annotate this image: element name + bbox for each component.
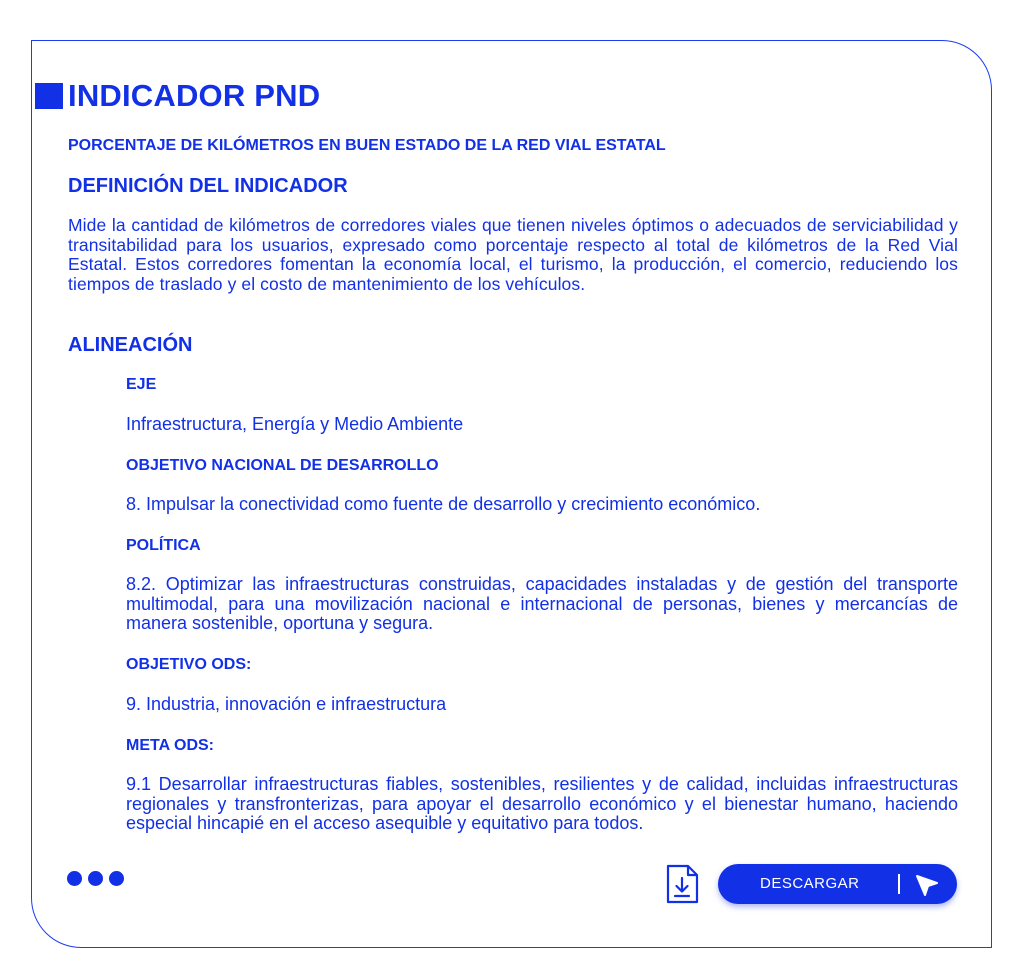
button-divider <box>898 874 900 894</box>
title-marker-square <box>35 83 63 109</box>
download-label: DESCARGAR <box>760 875 860 892</box>
politica-label: POLÍTICA <box>126 537 201 554</box>
dot <box>109 871 124 886</box>
alignment-heading: ALINEACIÓN <box>68 334 193 356</box>
definition-heading: DEFINICIÓN DEL INDICADOR <box>68 175 348 197</box>
dot <box>88 871 103 886</box>
eje-value: Infraestructura, Energía y Medio Ambiente <box>126 414 464 434</box>
eje-label: EJE <box>126 376 157 393</box>
politica-value: 8.2. Optimizar las infraestructuras construidas, capacidades instaladas y de gestión del transporte multimodal, para una movilización nacional e internacional de personas, bienes y mercancías de manera sostenible, oportuna y segura. <box>126 574 958 633</box>
file-download-icon[interactable] <box>664 863 700 905</box>
cursor-arrow-icon <box>914 872 940 898</box>
page-title: INDICADOR PND <box>68 78 321 113</box>
objetivo-ods-value: 9. Industria, innovación e infraestructura <box>126 694 447 714</box>
indicator-name: PORCENTAJE DE KILÓMETROS EN BUEN ESTADO DE LA RED VIAL ESTATAL <box>68 137 666 154</box>
download-button[interactable] <box>718 864 957 904</box>
more-dots-icon[interactable] <box>67 871 124 886</box>
meta-ods-value: 9.1 Desarrollar infraestructuras fiables, sostenibles, resilientes y de calidad, incluidas infraestructuras regionales y transfronterizas, para apoyar el desarrollo económico y el bienestar humano, haciendo especial hincapié en el acceso asequible y equitativo para todos. <box>126 774 958 833</box>
objetivo-nacional-value: 8. Impulsar la conectividad como fuente de desarrollo y crecimiento económico. <box>126 494 761 514</box>
objetivo-ods-label: OBJETIVO ODS: <box>126 656 252 673</box>
dot <box>67 871 82 886</box>
meta-ods-label: META ODS: <box>126 737 214 754</box>
definition-text: Mide la cantidad de kilómetros de corredores viales que tienen niveles óptimos o adecuados de serviciabilidad y transitabilidad para los usuarios, expresado como porcentaje respecto al total de kilómetros de la Red Vial Estatal. Estos corredores fomentan la economía local, el turismo, la producción, el comercio, reduciendo los tiempos de traslado y el costo de mantenimiento de los vehículos. <box>68 215 958 294</box>
objetivo-nacional-label: OBJETIVO NACIONAL DE DESARROLLO <box>126 457 439 474</box>
